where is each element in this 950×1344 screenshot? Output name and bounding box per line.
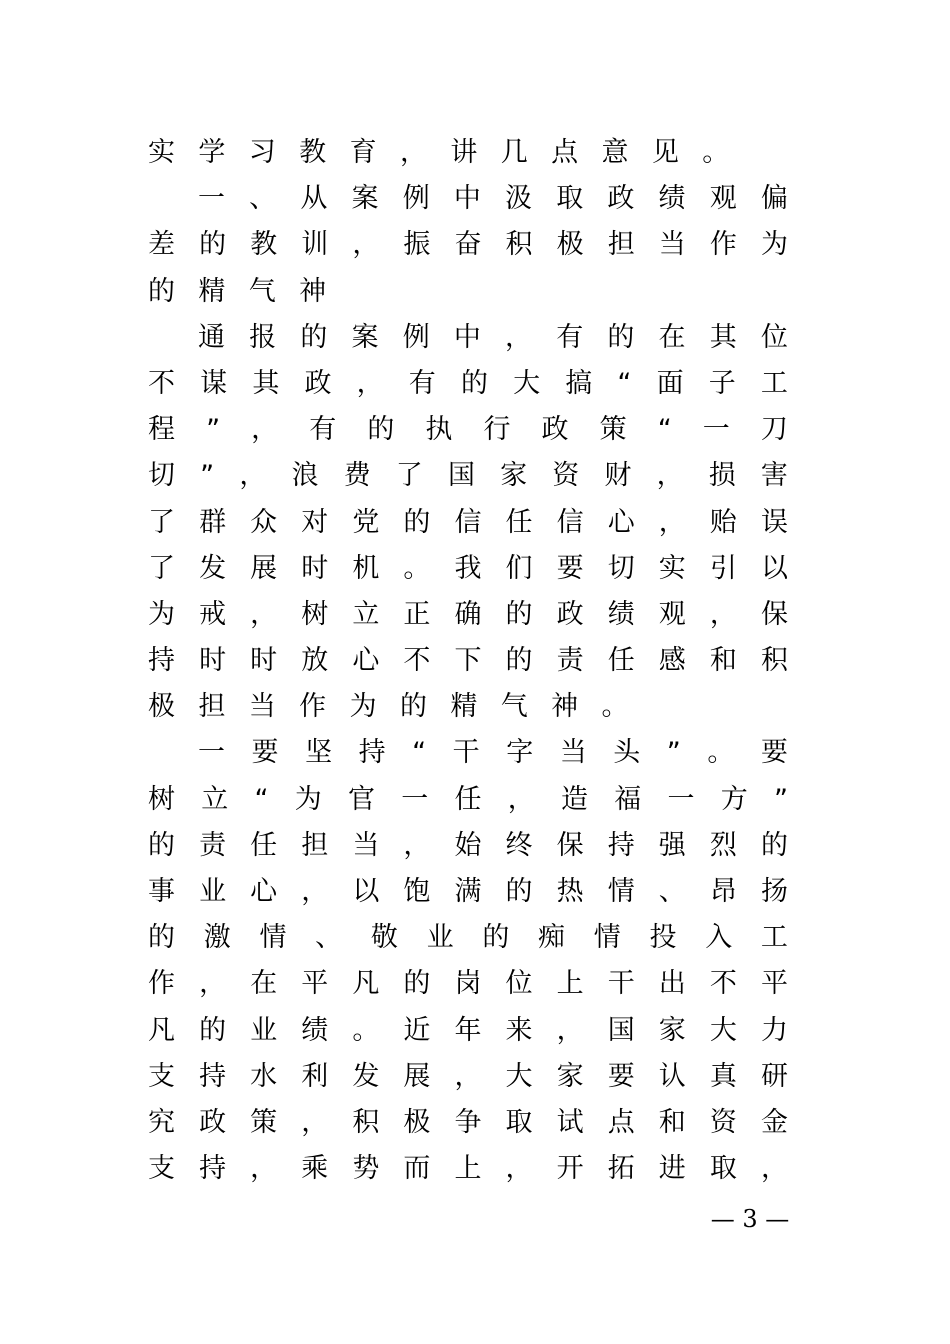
text-line: 程 ” ， 有 的 执 行 政 策 “ 一 刀 xyxy=(148,414,788,446)
text-line: 切 ” ， 浪 费 了 国 家 资 财 ， 损 害 xyxy=(148,460,788,492)
text-line: 持 时 时 放 心 不 下 的 责 任 感 和 积 xyxy=(148,645,788,677)
text-line: 支 持 ， 乘 势 而 上 ， 开 拓 进 取 ， xyxy=(148,1153,788,1185)
text-line: 作 ， 在 平 凡 的 岗 位 上 干 出 不 平 xyxy=(148,968,788,1000)
text-line: 究 政 策 ， 积 极 争 取 试 点 和 资 金 xyxy=(148,1106,788,1138)
text-line: 一 、 从 案 例 中 汲 取 政 绩 观 偏 xyxy=(198,183,788,215)
text-line: 凡 的 业 绩 。 近 年 来 ， 国 家 大 力 xyxy=(148,1014,788,1046)
text-line: 了 发 展 时 机 。 我 们 要 切 实 引 以 xyxy=(148,552,788,584)
text-line: 的 责 任 担 当 ， 始 终 保 持 强 烈 的 xyxy=(148,829,788,861)
text-line: 通 报 的 案 例 中 ， 有 的 在 其 位 xyxy=(198,321,788,353)
text-line: 树 立 “ 为 官 一 任 ， 造 福 一 方 ” xyxy=(148,783,788,815)
body-text xyxy=(148,130,788,1192)
page-number: — 3 — xyxy=(710,1205,790,1233)
text-line: 支 持 水 利 发 展 ， 大 家 要 认 真 研 xyxy=(148,1060,788,1092)
text-line: 实 学 习 教 育 ， 讲 几 点 意 见 。 xyxy=(148,137,730,168)
text-line: 了 群 众 对 党 的 信 任 信 心 ， 贻 误 xyxy=(148,506,788,538)
text-line: 为 戒 ， 树 立 正 确 的 政 绩 观 ， 保 xyxy=(148,598,788,630)
text-line: 极 担 当 作 为 的 精 气 神 。 xyxy=(148,691,629,723)
text-line: 一 要 坚 持 “ 干 字 当 头 ” 。 要 xyxy=(198,737,788,769)
text-line: 的 激 情 、 敬 业 的 痴 情 投 入 工 xyxy=(148,922,788,954)
text-line: 差 的 教 训 ， 振 奋 积 极 担 当 作 为 xyxy=(148,229,788,261)
text-line: 不 谋 其 政 ， 有 的 大 搞 “ 面 子 工 xyxy=(148,367,788,399)
text-line: 的 精 气 神 xyxy=(148,275,327,307)
text-line: 事 业 心 ， 以 饱 满 的 热 情 、 昂 扬 xyxy=(148,876,788,907)
